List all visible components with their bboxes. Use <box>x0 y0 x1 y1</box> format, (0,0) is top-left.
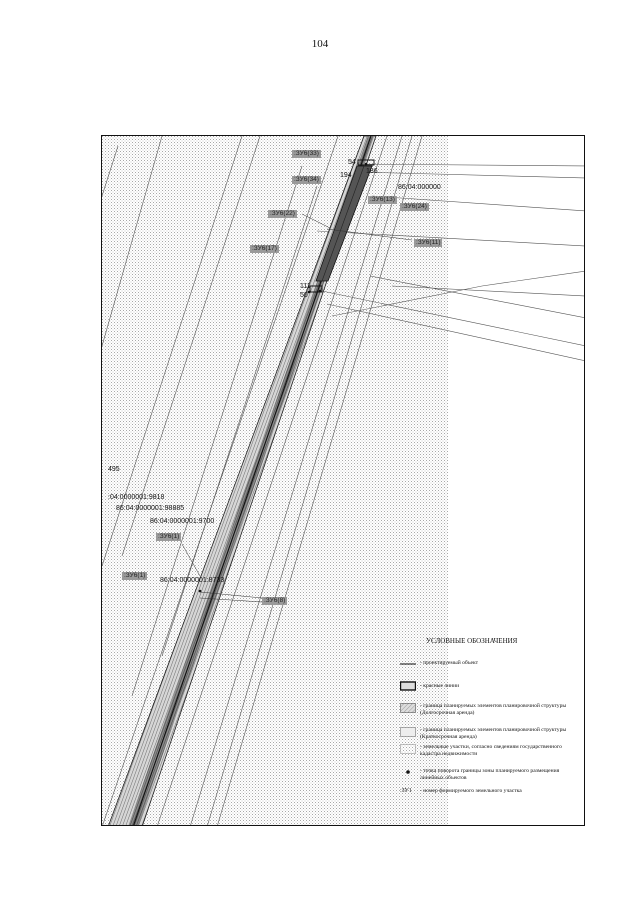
map-legend <box>396 632 582 826</box>
page-number: 104 <box>311 38 329 50</box>
legend-item: - земельные участки, согласно сведениям государственного кадастра недвижимости <box>400 744 580 760</box>
parcel-tag: :ЗУ6(1) <box>124 572 146 579</box>
parcel-tag: :ЗУ6(1) <box>158 533 180 540</box>
cadastral-label: 111 <box>300 283 311 290</box>
legend-item: :ЗУ1 - номер формируемого земельного участка <box>400 788 522 794</box>
legend-item: - точка поворота границы зоны планируемого размещения линейных объектов <box>400 768 580 784</box>
cadastral-parcels-symbol <box>400 744 416 754</box>
legend-item: - граница планируемых элементов планировочной структуры (Долгосрочная аренда) <box>400 703 580 719</box>
parcel-tag: :ЗУ6(8) <box>264 597 286 604</box>
legend-item: - красные линии <box>400 681 580 691</box>
map-frame <box>101 135 585 826</box>
parcel-tag: :ЗУ6(33) <box>294 150 319 157</box>
planned-object-line-symbol <box>400 660 416 668</box>
parcel-tag: :ЗУ6(22) <box>270 210 295 217</box>
turn-point-symbol <box>400 768 416 778</box>
parcel-tag: :ЗУ6(24) <box>402 203 427 210</box>
cadastral-label: 54 <box>348 159 356 166</box>
legend-item: - проектируемый объект <box>400 660 580 668</box>
parcel-code-symbol: :ЗУ1 <box>400 788 412 794</box>
cadastral-label: 86:04:0000001:9700 <box>150 518 215 525</box>
cadastral-label: 194 <box>340 172 352 179</box>
parcel-tag: :ЗУ6(13) <box>370 196 395 203</box>
short-term-lease-symbol <box>400 727 416 737</box>
red-line-symbol <box>400 681 416 691</box>
cadastral-label: :04:0000001:9818 <box>108 494 165 501</box>
parcel-tag: :ЗУ6(17) <box>252 245 277 252</box>
parcel-tag: :ЗУ6(11) <box>416 239 441 246</box>
legend-item: - граница планируемых элементов планировочной структуры (Краткосрочная аренда) <box>400 727 580 743</box>
long-term-lease-symbol <box>400 703 416 713</box>
cadastral-label: 86:04:0000001:98885 <box>116 505 185 512</box>
cadastral-label: 495 <box>108 466 120 473</box>
cadastral-label: 50 <box>300 292 308 299</box>
legend-title: УСЛОВНЫЕ ОБОЗНАЧЕНИЯ <box>426 637 518 645</box>
cadastral-label: 86:04:0000001:8733 <box>160 577 225 584</box>
cadastral-label: 86:04:000000 <box>398 184 441 191</box>
parcel-tag: :ЗУ6(34) <box>294 176 319 183</box>
cadastral-label: 186 <box>366 168 378 175</box>
